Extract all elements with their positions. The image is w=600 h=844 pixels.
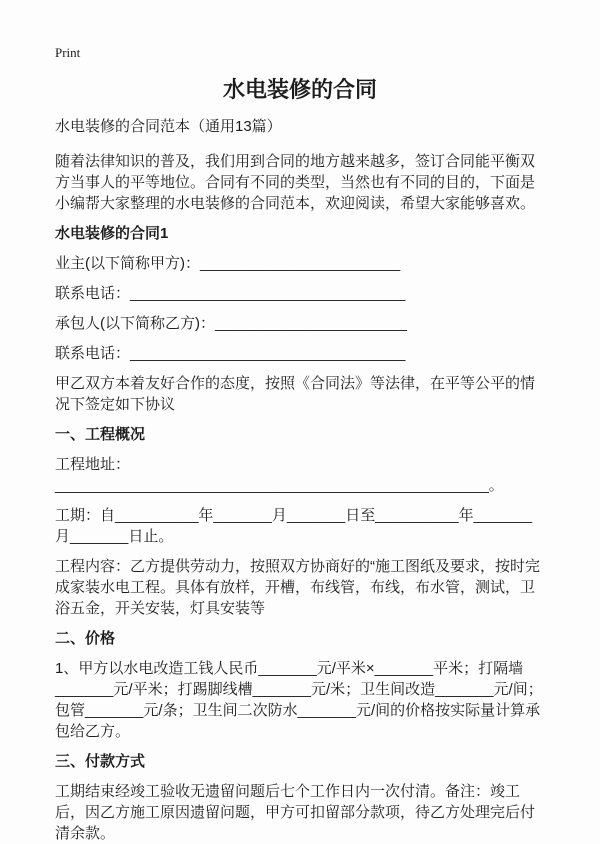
- section1-heading: 水电装修的合同1: [55, 225, 169, 242]
- price-heading: 二、价格: [55, 630, 116, 647]
- project-address-line: 工程地址：____________________________________________________。: [55, 456, 504, 494]
- payment-paragraph: 工期结束经竣工验收无遗留问题后七个工作日内一次付清。备注：竣工后，因乙方施工原因遗留问题，甲方可扣留部分款项，待乙方处理完后付清余款。: [55, 783, 536, 842]
- owner-phone-blank-line: 联系电话：_________________________________: [55, 285, 406, 302]
- owner-blank-line: 业主(以下简称甲方)：________________________: [55, 255, 401, 272]
- project-content-paragraph: 工程内容：乙方提供劳动力，按照双方协商好的“施工图纸及要求，按时完成家装水电工程。具体有放样，开槽，布线管，布线，布水管，测试，卫浴五金，开关安装，灯具安装等: [55, 558, 540, 617]
- print-link[interactable]: Print: [55, 45, 81, 60]
- project-duration-line: 工期：自__________年_______月_______日至__________年_______月_______日止。: [55, 507, 533, 545]
- overview-heading: 一、工程概况: [55, 426, 146, 443]
- document-subtitle: 水电装修的合同范本（通用13篇）: [55, 118, 282, 135]
- price-paragraph: 1、甲方以水电改造工钱人民币_______元/平米×_______平米；打隔墙_______元/平米；打踢脚线槽_______元/米；卫生间改造_______元/间；包管_______元/条；卫生间二次防水_______元/间的价格按实际量计算承包给乙方。: [55, 660, 543, 740]
- intro-paragraph: 随着法律知识的普及，我们用到合同的地方越来越多，签订合同能平衡双方当事人的平等地位。合同有不同的类型，当然也有不同的目的，下面是小编帮大家整理的水电装修的合同范本，欢迎阅读，希望大家能够喜欢。: [55, 153, 536, 212]
- document-title: 水电装修的合同: [222, 77, 377, 102]
- payment-heading: 三、付款方式: [55, 753, 146, 770]
- contractor-phone-blank-line: 联系电话：_________________________________: [55, 345, 406, 362]
- agreement-intro-paragraph: 甲乙双方本着友好合作的态度，按照《合同法》等法律，在平等公平的情况下签定如下协议: [55, 375, 536, 413]
- contractor-blank-line: 承包人(以下简称乙方)：_______________________: [55, 315, 407, 332]
